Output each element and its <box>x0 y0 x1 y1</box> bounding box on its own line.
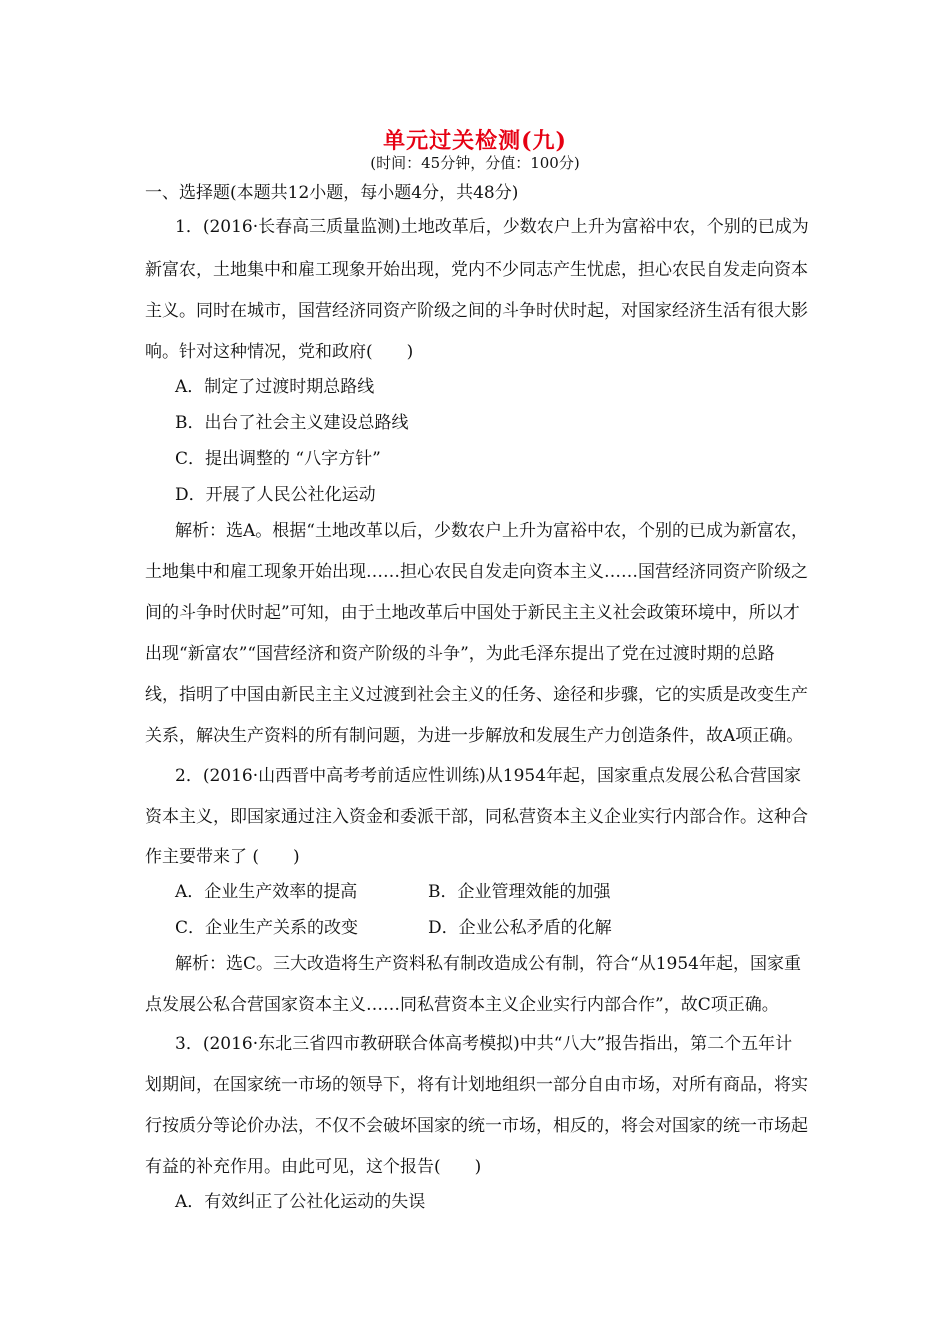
q1-analysis-line: 线，指明了中国由新民主主义过渡到社会主义的任务、途径和步骤，它的实质是改变生产 <box>145 685 808 705</box>
q3-stem-line: 3．(2016·东北三省四市教研联合体高考模拟)中共“八大”报告指出，第二个五年计 <box>175 1034 793 1054</box>
q1-option-d: D．开展了人民公社化运动 <box>175 485 376 505</box>
q1-analysis-line: 出现“新富农”“国营经济和资产阶级的斗争”，为此毛泽东提出了党在过渡时期的总路 <box>145 644 775 664</box>
q2-stem-line: 作主要带来了 ( ) <box>145 847 300 867</box>
q2-analysis-line: 解析：选C。三大改造将生产资料私有制改造成公有制，符合“从1954年起，国家重 <box>175 954 801 974</box>
q1-stem-line: 响。针对这种情况，党和政府( ) <box>145 342 414 362</box>
q1-analysis-line: 关系，解决生产资料的所有制问题，为进一步解放和发展生产力创造条件，故A项正确。 <box>145 726 804 746</box>
q2-option-d: D．企业公私矛盾的化解 <box>428 918 612 938</box>
q1-option-a: A．制定了过渡时期总路线 <box>175 377 375 397</box>
q2-option-b: B．企业管理效能的加强 <box>428 882 611 902</box>
q2-analysis-line: 点发展公私合营国家资本主义……同私营资本主义企业实行内部合作”，故C项正确。 <box>145 995 779 1015</box>
exam-info: (时间：45分钟，分值：100分) <box>370 154 580 172</box>
q1-option-b: B．出台了社会主义建设总路线 <box>175 413 409 433</box>
q2-stem-line: 资本主义，即国家通过注入资金和委派干部，同私营资本主义企业实行内部合作。这种合 <box>145 807 808 827</box>
q1-analysis-line: 解析：选A。根据“土地改革以后，少数农户上升为富裕中农，个别的已成为新富农， <box>175 521 808 541</box>
q3-stem-line: 行按质分等论价办法，不仅不会破坏国家的统一市场，相反的，将会对国家的统一市场起 <box>145 1116 808 1136</box>
q2-option-c: C．企业生产关系的改变 <box>175 918 359 938</box>
q1-stem-line: 新富农，土地集中和雇工现象开始出现，党内不少同志产生忧虑，担心农民自发走向资本 <box>145 260 808 280</box>
q1-analysis-line: 间的斗争时伏时起”可知，由于土地改革后中国处于新民主主义社会政策环境中，所以才 <box>145 603 800 623</box>
q3-option-a: A．有效纠正了公社化运动的失误 <box>175 1192 426 1212</box>
q2-stem-line: 2．(2016·山西晋中高考考前适应性训练)从1954年起，国家重点发展公私合营国家 <box>175 766 802 786</box>
section-heading: 一、选择题(本题共12小题，每小题4分，共48分) <box>145 183 519 203</box>
q1-stem-line: 1．(2016·长春高三质量监测)土地改革后，少数农户上升为富裕中农，个别的已成为 <box>175 217 809 237</box>
q2-option-a: A．企业生产效率的提高 <box>175 882 358 902</box>
q1-stem-line: 主义。同时在城市，国营经济同资产阶级之间的斗争时伏时起，对国家经济生活有很大影 <box>145 301 808 321</box>
q1-analysis-line: 土地集中和雇工现象开始出现……担心农民自发走向资本主义……国营经济同资产阶级之 <box>145 562 808 582</box>
q3-stem-line: 有益的补充作用。由此可见，这个报告( ) <box>145 1157 482 1177</box>
q3-stem-line: 划期间，在国家统一市场的领导下，将有计划地组织一部分自由市场，对所有商品，将实 <box>145 1075 808 1095</box>
q1-option-c: C．提出调整的 “八字方针” <box>175 449 381 469</box>
page-title: 单元过关检测(九) <box>383 128 567 154</box>
